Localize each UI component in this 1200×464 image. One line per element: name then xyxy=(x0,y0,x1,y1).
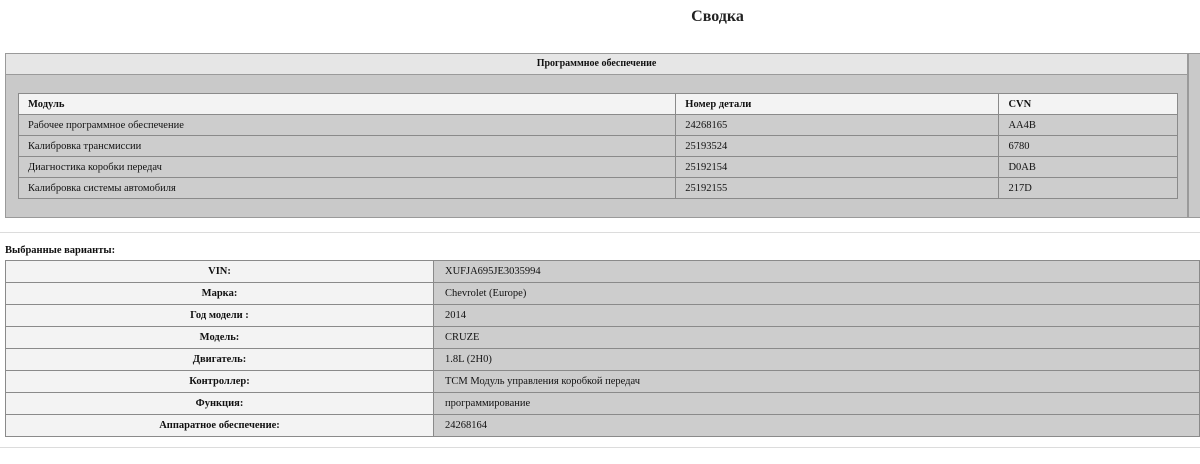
column-header-part-number: Номер детали xyxy=(676,94,999,115)
part-number-cell: 25192155 xyxy=(676,178,999,199)
part-number-cell: 25193524 xyxy=(676,136,999,157)
column-header-cvn: CVN xyxy=(999,94,1178,115)
software-table xyxy=(18,93,1178,199)
table-row xyxy=(19,136,1178,157)
bottom-divider xyxy=(0,447,1200,448)
option-label-function: Функция: xyxy=(6,393,434,415)
module-cell: Диагностика коробки передач xyxy=(19,157,676,178)
table-row xyxy=(6,283,1200,305)
table-row xyxy=(6,261,1200,283)
cvn-cell: 217D xyxy=(999,178,1178,199)
table-row xyxy=(19,157,1178,178)
option-label-engine: Двигатель: xyxy=(6,349,434,371)
section-divider xyxy=(0,232,1200,233)
table-row xyxy=(6,305,1200,327)
table-row xyxy=(19,115,1178,136)
option-value-engine: 1.8L (2H0) xyxy=(434,349,1200,371)
option-label-model: Модель: xyxy=(6,327,434,349)
option-value-make: Chevrolet (Europe) xyxy=(434,283,1200,305)
option-value-vin: XUFJA695JE3035994 xyxy=(434,261,1200,283)
selected-options-heading: Выбранные варианты: xyxy=(5,245,116,256)
cvn-cell: 6780 xyxy=(999,136,1178,157)
option-value-model-year: 2014 xyxy=(434,305,1200,327)
table-row xyxy=(19,178,1178,199)
option-value-function: программирование xyxy=(434,393,1200,415)
page-title: Сводка xyxy=(691,8,744,25)
option-value-model: CRUZE xyxy=(434,327,1200,349)
module-cell: Рабочее программное обеспечение xyxy=(19,115,676,136)
column-header-module: Модуль xyxy=(19,94,676,115)
option-value-hardware: 24268164 xyxy=(434,415,1200,437)
cvn-cell: D0AB xyxy=(999,157,1178,178)
part-number-cell: 25192154 xyxy=(676,157,999,178)
software-panel-right-edge xyxy=(1188,53,1200,218)
cvn-cell: AA4B xyxy=(999,115,1178,136)
option-label-controller: Контроллер: xyxy=(6,371,434,393)
module-cell: Калибровка системы автомобиля xyxy=(19,178,676,199)
software-table-header-row xyxy=(19,94,1178,115)
option-label-hardware: Аппаратное обеспечение: xyxy=(6,415,434,437)
part-number-cell: 24268165 xyxy=(676,115,999,136)
table-row xyxy=(6,349,1200,371)
table-row xyxy=(6,393,1200,415)
module-cell: Калибровка трансмиссии xyxy=(19,136,676,157)
software-panel xyxy=(5,53,1188,218)
option-label-make: Марка: xyxy=(6,283,434,305)
table-row xyxy=(6,371,1200,393)
software-panel-header: Программное обеспечение xyxy=(6,54,1187,75)
option-label-model-year: Год модели : xyxy=(6,305,434,327)
table-row xyxy=(6,327,1200,349)
table-row xyxy=(6,415,1200,437)
option-label-vin: VIN: xyxy=(6,261,434,283)
selected-options-table xyxy=(5,260,1200,437)
option-value-controller: TCM Модуль управления коробкой передач xyxy=(434,371,1200,393)
